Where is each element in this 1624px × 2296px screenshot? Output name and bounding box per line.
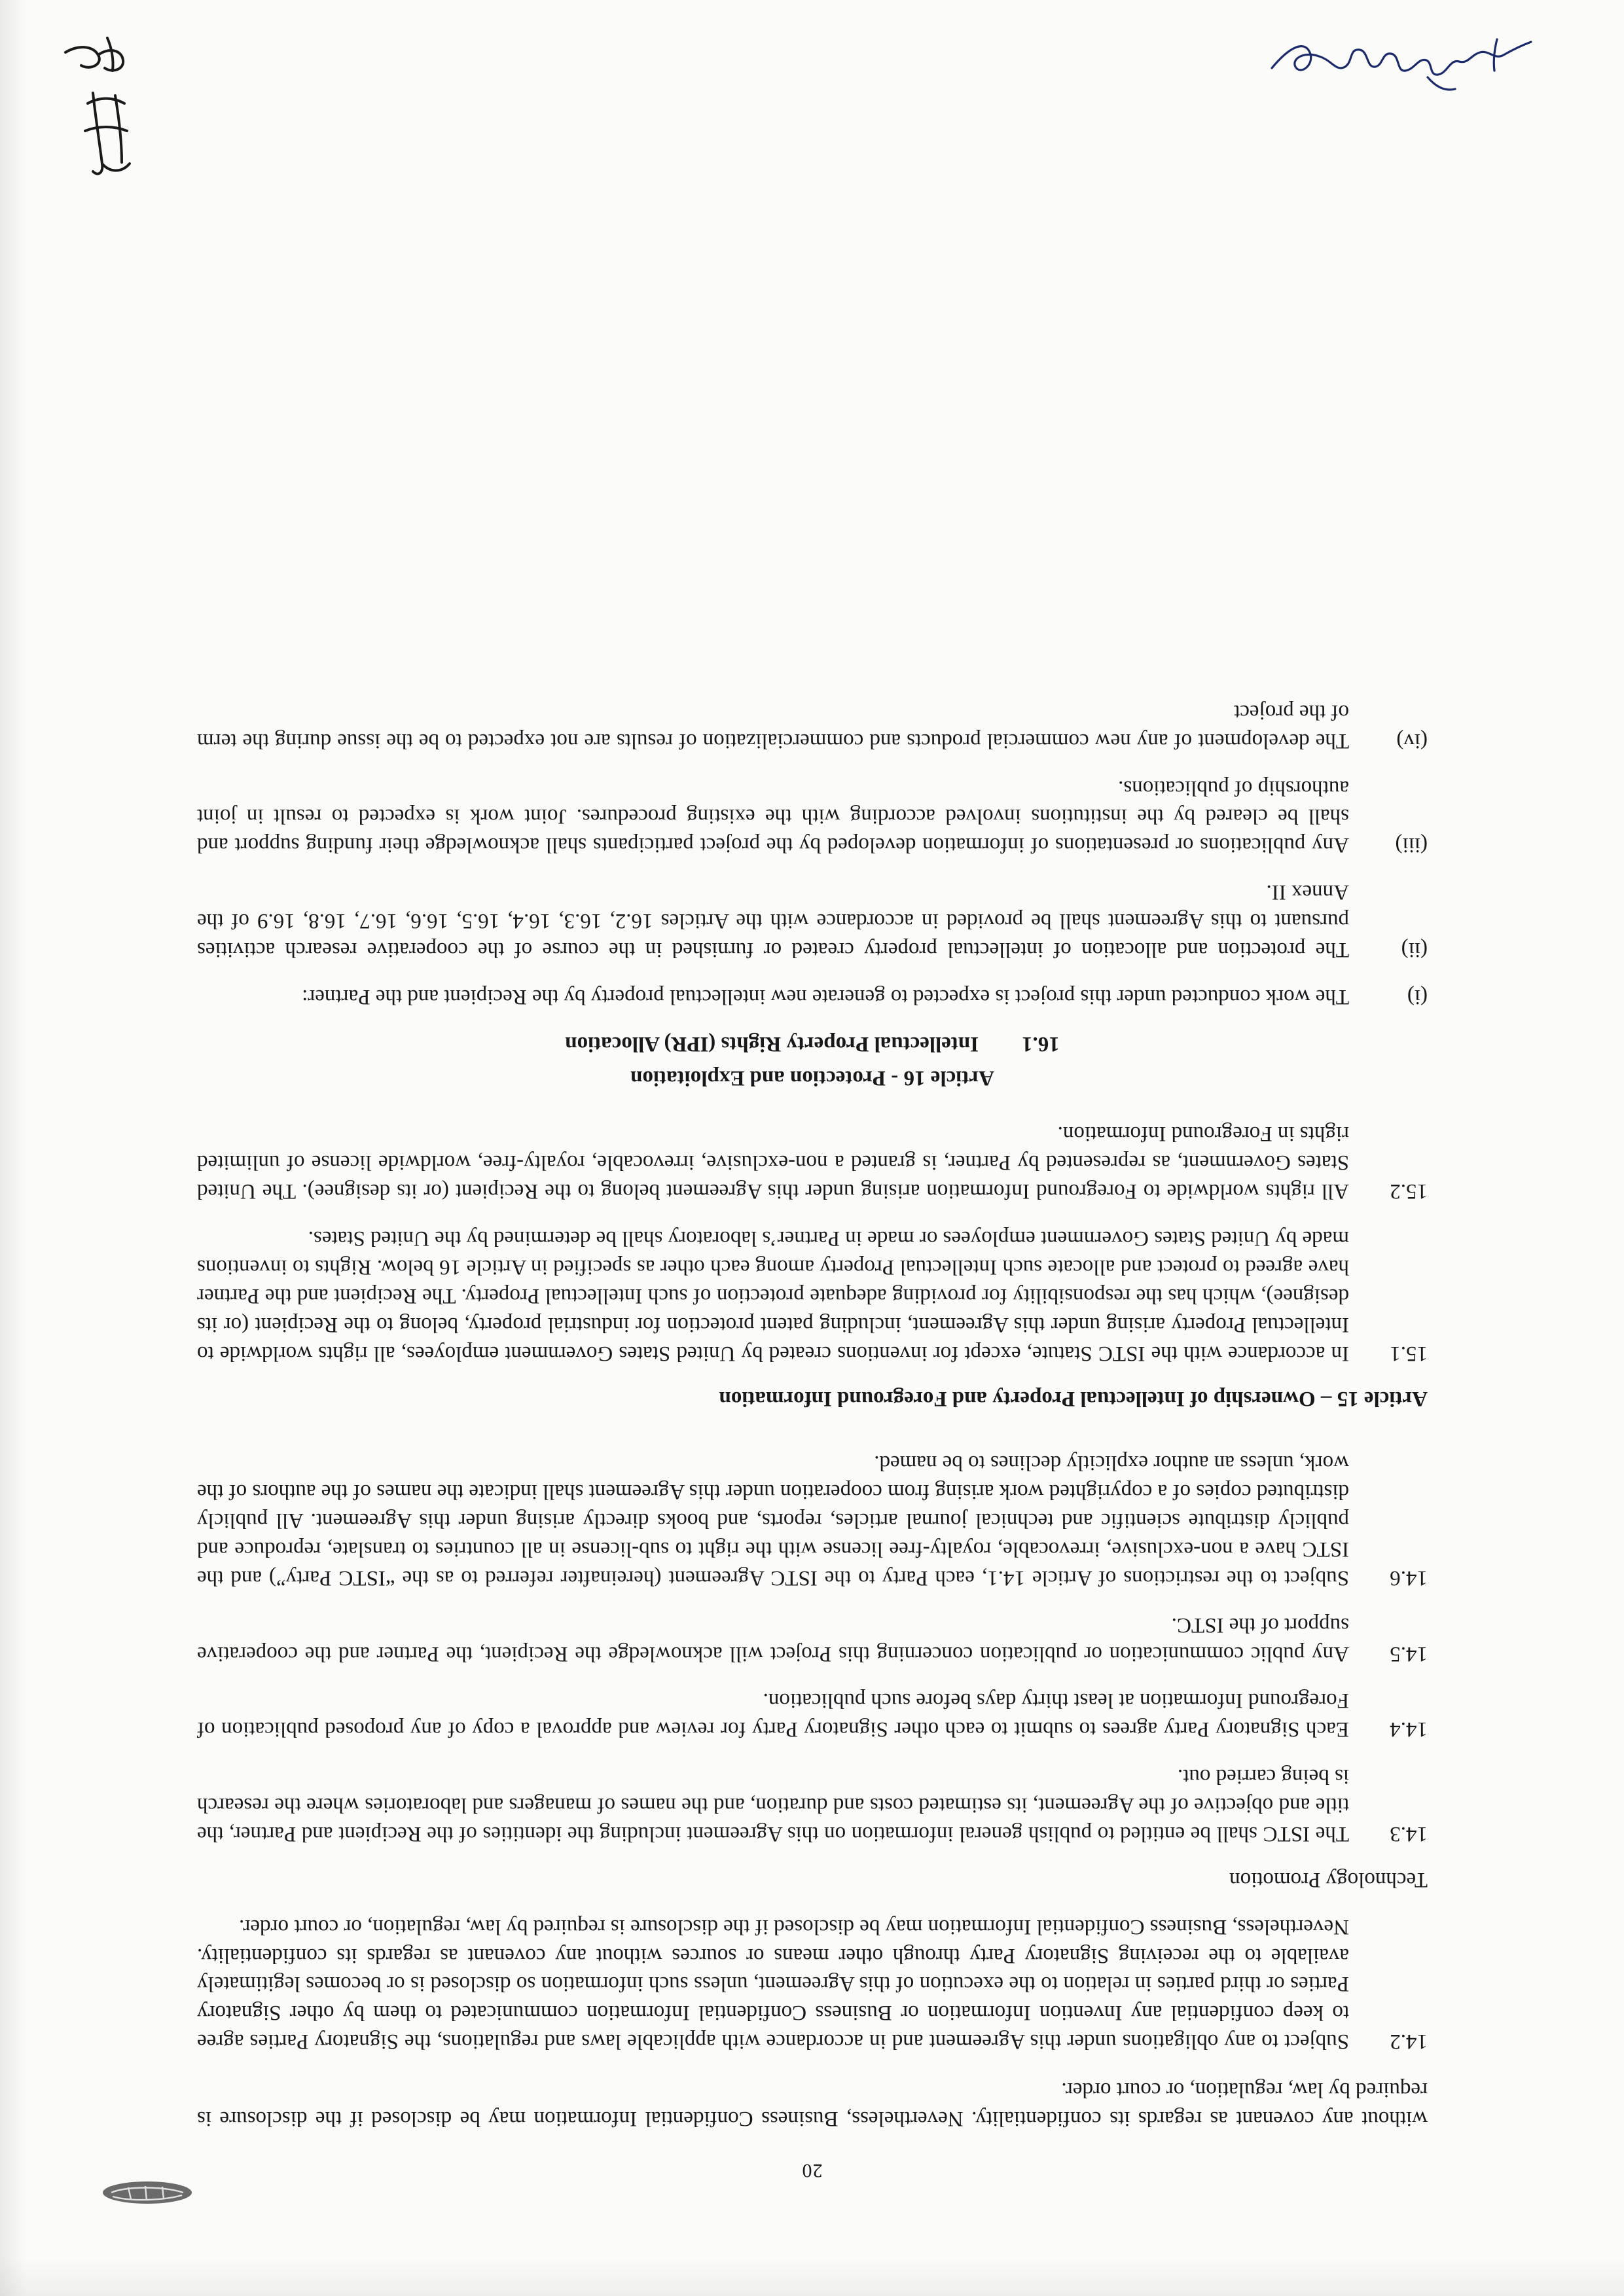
list-item-text: The work conducted under this project is expected to generate new intellectual property by the Recipient and the Partner:	[302, 984, 1349, 1009]
paragraph-text: Any public communication or publication concerning this Project will acknowledge the Recipient, the Partner and the cooperative support of the ISTC.	[197, 1613, 1349, 1666]
paragraph-text: Each Signatory Party agrees to submit to each other Signatory Party for review and approval a copy of any proposed publication of Foreground Information at least thirty days before such publication.	[197, 1689, 1349, 1742]
list-item-text: The development of any new commercial products and commercialization of results are not expected to be the issue during the term of the project	[197, 700, 1349, 753]
paragraph-text: without any covenant as regards its confidentiality. Nevertheless, Business Confidential Information may be disclosed if the disclosure is required by law, regulation, or court order.	[197, 2078, 1428, 2130]
paragraph-15-1	[197, 1223, 1428, 1367]
article-16-heading-text: Article 16 - Protection and Exploitation	[630, 1066, 994, 1090]
paragraph-number: 14.2	[1390, 2030, 1428, 2054]
paragraph-number: 15.2	[1390, 1179, 1428, 1204]
article-15-heading	[197, 1384, 1428, 1413]
paragraph-number: 14.5	[1390, 1641, 1428, 1666]
paragraph-text: Subject to any obligations under this Agreement and in accordance with applicable laws and regulations, the Signatory Parties agree to keep confidential any Invention Information or Business Confidential Information communicated to them by other Signatory Parties or third parties in relation to the execution of this Agreement, unless such information so disclosed is or becomes legitimately available to the receiving Signatory Party through other means or sources without any covenant as regards its confidentiality. Nevertheless, Business Confidential Information may be disclosed if the disclosure is required by law, regulation, or court order.	[197, 1914, 1349, 2054]
article-16-heading	[197, 1063, 1428, 1092]
paragraph-number: 15.1	[1390, 1341, 1428, 1365]
paragraph-number: 14.4	[1390, 1717, 1428, 1742]
paragraph-text: The ISTC shall be entitled to publish general information on this Agreement including the identities of the Recipient and Partner, the title and objective of the Agreement, its estimated costs and duration, and the names of managers and laboratories where the research is being carried out.	[197, 1765, 1349, 1846]
paragraph-14-1-continuation	[197, 2075, 1428, 2132]
paragraph-14-3	[197, 1761, 1428, 1848]
page-number: 20	[801, 2160, 823, 2181]
list-item-marker: (iii)	[1395, 833, 1428, 857]
paragraph-14-2	[197, 1912, 1428, 2055]
article-15-heading-text: Article 15 – Ownership of Intellectual Property and Foreground Information	[719, 1387, 1428, 1411]
paragraph-text: All rights worldwide to Foreground Information arising under this Agreement belong to the Recipient (or its designee). The United States Government, as represented by Partner, is granted a non-exclusive, irrevocable, royalty-free, worldwide license of unlimited rights in Foreground Information.	[197, 1122, 1349, 1204]
list-item-marker: (i)	[1407, 984, 1428, 1009]
paragraph-14-5	[197, 1610, 1428, 1668]
article-16-1-heading	[197, 1029, 1428, 1058]
list-item-16-1-iv	[197, 697, 1428, 755]
list-item-16-1-ii	[197, 877, 1428, 963]
paragraph-14-4	[197, 1686, 1428, 1744]
section-spacer	[197, 1413, 1428, 1430]
paragraph-number: 14.3	[1390, 1822, 1428, 1846]
paragraph-14-6	[197, 1448, 1428, 1592]
article-16-1-heading-text: 16.1 Intellectual Property Rights (IPR) Allocation	[565, 1031, 1060, 1056]
list-item-marker: (iv)	[1396, 728, 1428, 753]
list-item-text: The protection and allocation of intellectual property created or furnished in the course of the cooperative research activities pursuant to this Agreement shall be provided in accordance with the Articles 16.2, 16.3, 16.4, 16.5, 16.6, 16.7, 16.8, 16.9 of the Annex II.	[197, 880, 1349, 961]
paragraph-number: 14.6	[1390, 1566, 1428, 1590]
subheading-text: Technology Promotion	[1229, 1867, 1428, 1892]
list-item-marker: (ii)	[1401, 938, 1428, 961]
paragraph-15-2	[197, 1119, 1428, 1206]
paragraph-text: In accordance with the ISTC Statute, except for inventions created by United States Government employees, all rights worldwide to Intellectual Property arising under this Agreement, including patent protection for industrial property, belong to the Recipient (or its designee), which has the responsibility for providing adequate protection of such Intellectual Property. The Recipient and the Partner have agreed to protect and allocate such Intellectual Property among each other as specified in Article 16 below. Rights to inventions made by United States Government employees or made in Partner’s laboratory shall be determined by the United States.	[197, 1227, 1349, 1365]
list-item-text: Any publications or presentations of information developed by the project participants shall acknowledge their funding support and shall be cleared by the institutions involved according with the existing procedures. Joint work is expected to result in joint authorship of publications.	[197, 776, 1349, 857]
section-spacer	[197, 1092, 1428, 1101]
paragraph-text: Subject to the restrictions of Article 14.1, each Party to the ISTC Agreement (hereinafter referred to as the “ISTC Party”) and the ISTC have a non-exclusive, irrevocable, royalty-free license with the right to sub-license in all countries to translate, reproduce and publicly distribute scientific and technical journal articles, reports, and books directly arising under this Agreement. All publicly distributed copies of a copyrighted work arising from cooperation under this Agreement shall indicate the names of the authors of the work, unless an author explicitly declines to be named.	[197, 1451, 1349, 1590]
list-item-16-1-iii	[197, 773, 1428, 859]
document-text-column	[197, 679, 1428, 2132]
subheading-technology-promotion	[197, 1865, 1428, 1893]
list-item-16-1-i	[197, 982, 1428, 1011]
